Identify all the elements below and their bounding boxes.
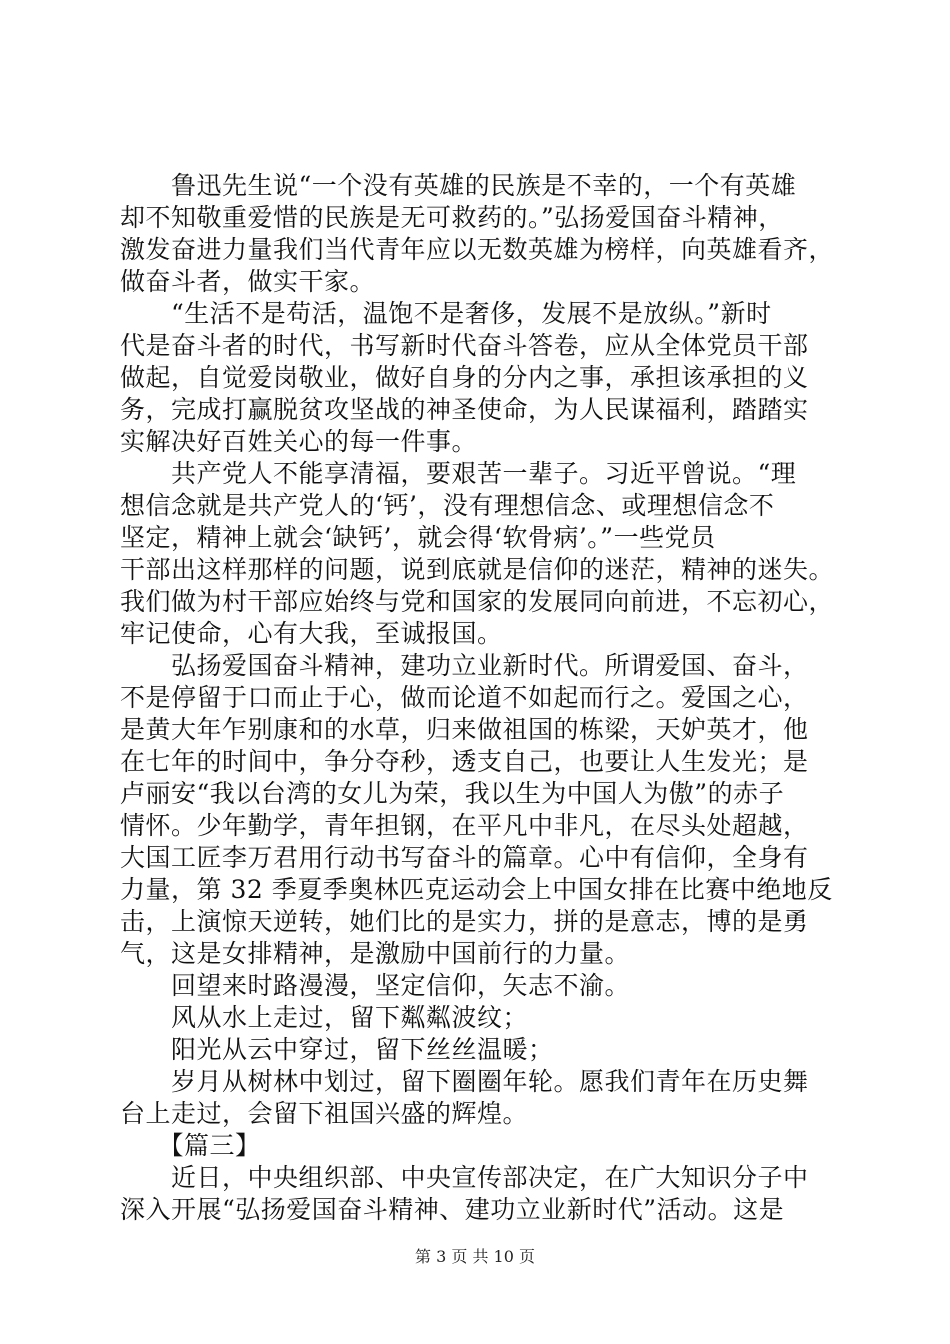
text-line: 干部出这样那样的问题，说到底就是信仰的迷茫，精神的迷失。	[120, 555, 835, 584]
page-number-footer: 第 3 页 共 10 页	[415, 1247, 535, 1266]
text-line: 弘扬爱国奋斗精神，建功立业新时代。所谓爱国、奋斗，	[120, 651, 809, 680]
text-line: 风从水上走过，留下粼粼波纹；	[120, 1003, 529, 1032]
text-line: 共产党人不能享清福，要艰苦一辈子。习近平曾说。“理	[120, 459, 797, 488]
text-line: 阳光从云中穿过，留下丝丝温暖；	[120, 1035, 554, 1064]
text-line: 坚定，精神上就会‘缺钙’，就会得‘软骨病’。”一些党员	[120, 523, 716, 552]
text-line: 岁月从树林中划过，留下圈圈年轮。愿我们青年在历史舞	[120, 1067, 809, 1096]
text-line: 在七年的时间中，争分夺秒，透支自己，也要让人生发光；是	[120, 747, 809, 776]
text-line: 代是奋斗者的时代，书写新时代奋斗答卷，应从全体党员干部	[120, 331, 809, 360]
text-line: 回望来时路漫漫，坚定信仰，矢志不渝。	[120, 971, 631, 1000]
text-line: 想信念就是共产党人的‘钙’，没有理想信念、或理想信念不	[120, 491, 775, 520]
text-line: 实解决好百姓关心的每一件事。	[120, 427, 478, 456]
text-line: 做奋斗者，做实干家。	[120, 267, 376, 296]
text-line: 气，这是女排精神，是激励中国前行的力量。	[120, 939, 631, 968]
text-line: 是黄大年乍别康和的水草，归来做祖国的栋梁，天妒英才，他	[120, 715, 809, 744]
text-line: 深入开展“弘扬爱国奋斗精神、建功立业新时代”活动。这是	[120, 1195, 785, 1224]
text-line: 力量，第 32 季夏季奥林匹克运动会上中国女排在比赛中绝地反	[120, 875, 833, 904]
text-line: 激发奋进力量我们当代青年应以无数英雄为榜样，向英雄看齐，	[120, 235, 835, 264]
text-line: 卢丽安“我以台湾的女儿为荣，我以生为中国人为傲”的赤子	[120, 779, 785, 808]
text-line: 大国工匠李万君用行动书写奋斗的篇章。心中有信仰，全身有	[120, 843, 809, 872]
text-line: 台上走过，会留下祖国兴盛的辉煌。	[120, 1099, 529, 1128]
text-line: 情怀。少年勤学，青年担钢，在平凡中非凡，在尽头处超越，	[120, 811, 809, 840]
section-heading: 【篇三】	[120, 1131, 261, 1160]
text-line: 牢记使命，心有大我，至诚报国。	[120, 619, 503, 648]
text-line: 不是停留于口而止于心，做而论道不如起而行之。爱国之心，	[120, 683, 809, 712]
text-line: 我们做为村干部应始终与党和国家的发展同向前进，不忘初心，	[120, 587, 835, 616]
text-line: 击，上演惊天逆转，她们比的是实力，拼的是意志，博的是勇	[120, 907, 809, 936]
text-line: 近日，中央组织部、中央宣传部决定，在广大知识分子中	[120, 1163, 809, 1192]
text-line: 鲁迅先生说“一个没有英雄的民族是不幸的，一个有英雄	[120, 171, 797, 200]
text-line: “生活不是苟活，温饱不是奢侈，发展不是放纵。”新时	[120, 299, 772, 328]
body-text	[120, 170, 840, 1226]
text-line: 务，完成打赢脱贫攻坚战的神圣使命，为人民谋福利，踏踏实	[120, 395, 809, 424]
text-line: 却不知敬重爱惜的民族是无可救药的。”弘扬爱国奋斗精神，	[120, 203, 784, 232]
text-line: 做起，自觉爱岗敬业，做好自身的分内之事，承担该承担的义	[120, 363, 809, 392]
